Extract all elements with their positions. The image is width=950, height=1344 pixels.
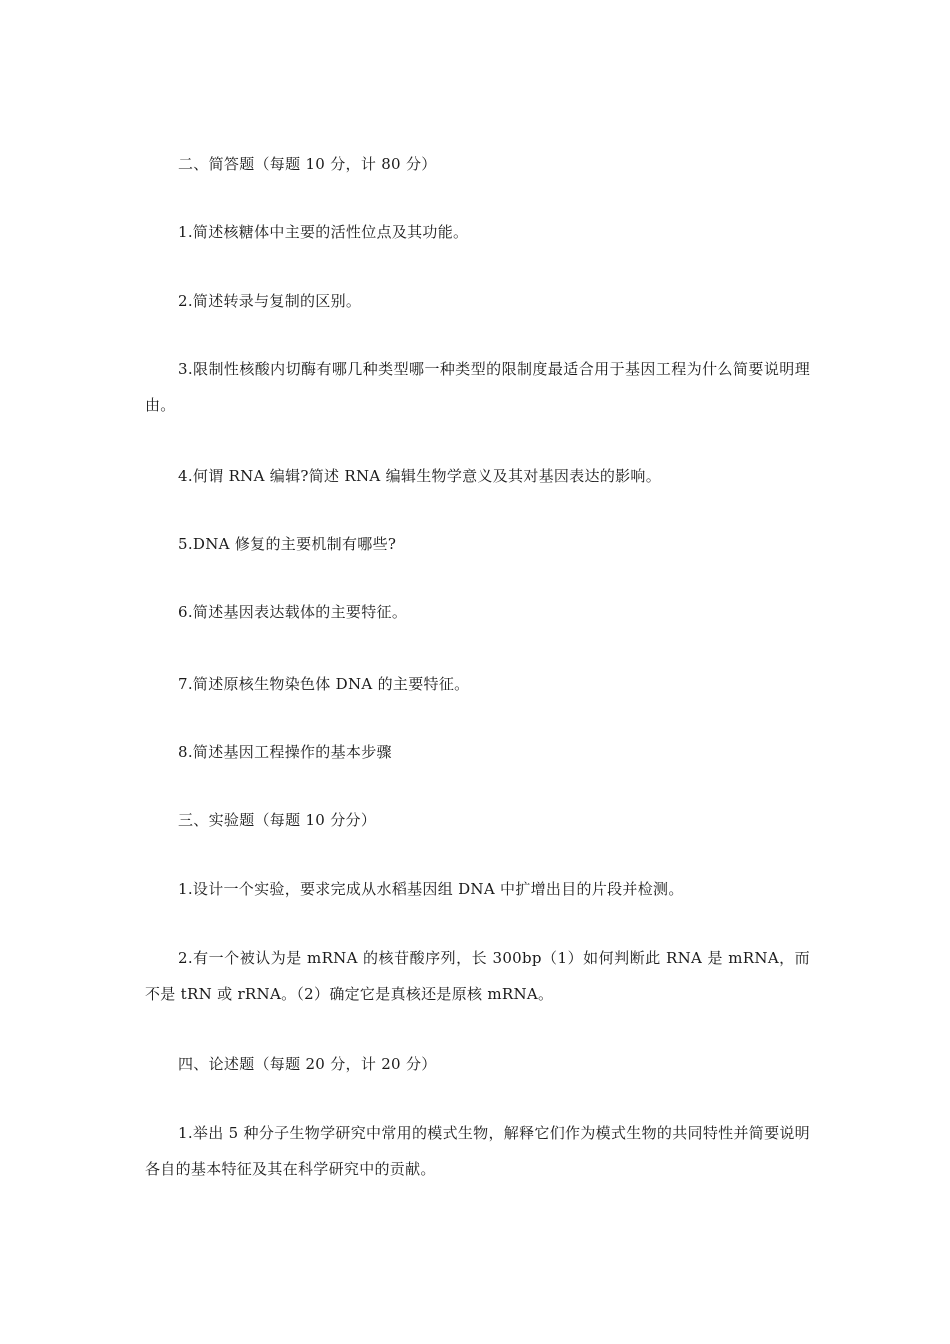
question-item: 2.有一个被认为是 mRNA 的核苷酸序列，长 300bp（1）如何判断此 RNA 是 mRNA，而不是 tRN 或 rRNA。（2）确定它是真核还是原核 mRNA。 <box>145 949 810 1003</box>
question-item: 7.简述原核生物染色体 DNA 的主要特征。 <box>178 675 470 693</box>
question-item: 8.简述基因工程操作的基本步骤 <box>178 743 392 761</box>
question-item: 1.设计一个实验，要求完成从水稻基因组 DNA 中扩增出目的片段并检测。 <box>178 880 684 898</box>
question-item: 3.限制性核酸内切酶有哪几种类型哪一种类型的限制度最适合用于基因工程为什么简要说明理由。 <box>145 360 810 414</box>
section-heading-experiment: 三、实验题（每题 10 分分） <box>178 811 377 829</box>
question-item: 5.DNA 修复的主要机制有哪些? <box>178 535 397 553</box>
question-item: 6.简述基因表达载体的主要特征。 <box>178 603 408 621</box>
section-heading-essay: 四、论述题（每题 20 分，计 20 分） <box>178 1055 437 1073</box>
question-item: 1.举出 5 种分子生物学研究中常用的模式生物，解释它们作为模式生物的共同特性并简要说明各自的基本特征及其在科学研究中的贡献。 <box>145 1124 810 1178</box>
question-item: 2.简述转录与复制的区别。 <box>178 292 362 310</box>
section-heading-short-answer: 二、简答题（每题 10 分，计 80 分） <box>178 155 437 173</box>
question-item: 1.简述核糖体中主要的活性位点及其功能。 <box>178 223 469 241</box>
question-item: 4.何谓 RNA 编辑?简述 RNA 编辑生物学意义及其对基因表达的影响。 <box>178 467 662 485</box>
